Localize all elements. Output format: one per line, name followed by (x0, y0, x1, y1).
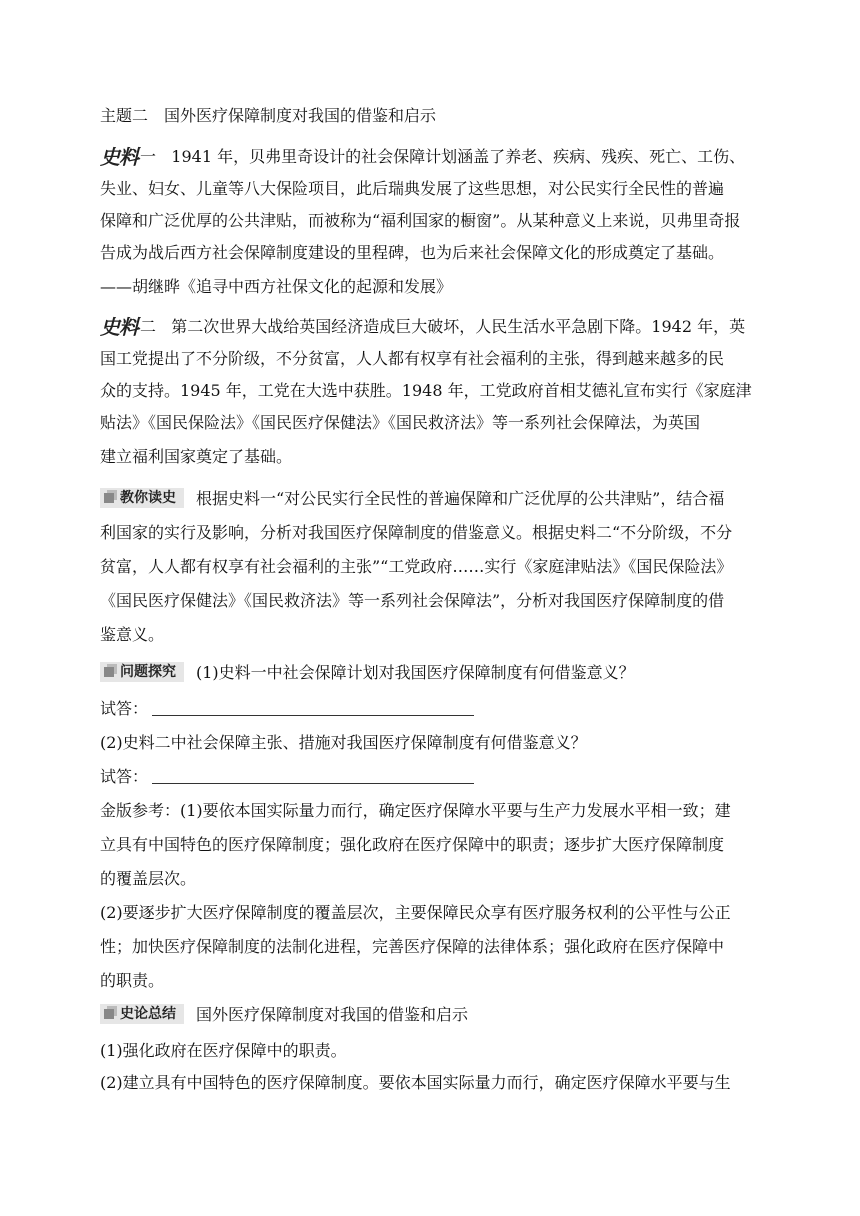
source1-line-4: 告成为战后西方社会保障制度建设的里程碑，也为后来社会保障文化的形成奠定了基础。 (100, 243, 725, 262)
section-title: 主题二 国外医疗保障制度对我国的借鉴和启示 (100, 106, 437, 125)
answer-blank-1[interactable] (152, 699, 474, 716)
source2-line-5: 建立福利国家奠定了基础。 (100, 447, 293, 466)
guide-line-1 (100, 488, 724, 510)
badge-square-icon (104, 493, 114, 503)
summary-badge-label: 史论总结 (120, 1006, 176, 1022)
inquiry-badge-label: 问题探究 (120, 664, 176, 680)
source1-line-2: 失业、妇女、儿童等八大保险项目，此后瑞典发展了这些思想，对公民实行全民性的普遍 (100, 179, 725, 198)
reference-line-2: 立具有中国特色的医疗保障制度；强化政府在医疗保障中的职责；逐步扩大医疗保障制度 (100, 835, 725, 854)
guide-badge (100, 488, 184, 508)
answer-label-1: 试答： (100, 699, 149, 718)
guide-line-3: 贫富，人人都有权享有社会福利的主张”“工党政府……实行《家庭津贴法》《国民保险法》 (100, 557, 733, 576)
guide-line-2: 利国家的实行及影响，分析对我国医疗保障制度的借鉴意义。根据史料二“不分阶级，不分 (100, 523, 733, 542)
guide-line-5: 鉴意义。 (100, 625, 165, 644)
answer-row-2 (100, 766, 474, 788)
inquiry-badge (100, 662, 184, 682)
source2-line-4: 贴法》《国民保险法》《国民医疗保健法》《国民救济法》等一系列社会保障法，为英国 (100, 413, 701, 432)
guide-badge-label: 教你读史 (120, 490, 176, 506)
source2-line-2: 国工党提出了不分阶级，不分贫富，人人都有权享有社会福利的主张，得到越来越多的民 (100, 349, 725, 368)
source1-line-1 (100, 146, 745, 168)
answer-label-2: 试答： (100, 767, 149, 786)
summary-heading-line (100, 1004, 468, 1026)
summary-heading: 国外医疗保障制度对我国的借鉴和启示 (196, 1005, 469, 1024)
source1-text: 1941 年，贝弗里奇设计的社会保障计划涵盖了养老、疾病、残疾、死亡、工伤、 (171, 147, 746, 166)
badge-square-icon (104, 1009, 114, 1019)
summary-line-2: (2)建立具有中国特色的医疗保障制度。要依本国实际量力而行，确定医疗保障水平要与生 (100, 1073, 731, 1092)
answer-blank-2[interactable] (152, 767, 474, 784)
inquiry-question-1: (1)史料一中社会保障计划对我国医疗保障制度有何借鉴意义？ (196, 663, 635, 682)
reference-line-1: 金版参考：(1)要依本国实际量力而行，确定医疗保障水平要与生产力发展水平相一致；建 (100, 801, 731, 820)
source1-line-3: 保障和广泛优厚的公共津贴，而被称为“福利国家的橱窗”。从某种意义上来说，贝弗里奇报 (100, 211, 741, 230)
summary-line-1: (1)强化政府在医疗保障中的职责。 (100, 1041, 347, 1060)
source1-number: 一 (140, 147, 157, 166)
reference-line-6: 的职责。 (100, 971, 165, 990)
summary-badge (100, 1004, 184, 1024)
source2-line-3: 众的支持。1945 年，工党在大选中获胜。1948 年，工党政府首相艾德礼宣布实行《家庭津 (100, 381, 752, 400)
guide-text: 根据史料一“对公民实行全民性的普遍保障和广泛优厚的公共津贴”，结合福 (196, 489, 725, 508)
guide-line-4: 《国民医疗保健法》《国民救济法》等一系列社会保障法”，分析对我国医疗保障制度的借 (100, 591, 725, 610)
reference-line-5: 性；加快医疗保障制度的法制化进程，完善医疗保障的法律体系；强化政府在医疗保障中 (100, 937, 725, 956)
source2-line-1 (100, 316, 745, 338)
source1-citation: ——胡继晔《追寻中西方社保文化的起源和发展》 (100, 277, 453, 296)
inquiry-q1-line (100, 662, 635, 684)
answer-row-1 (100, 698, 474, 720)
source2-badge: 史料 (100, 315, 138, 339)
reference-line-3: 的覆盖层次。 (100, 869, 197, 888)
source2-number: 二 (140, 317, 157, 336)
reference-line-4: (2)要逐步扩大医疗保障制度的覆盖层次，主要保障民众享有医疗服务权利的公平性与公正 (100, 903, 731, 922)
source2-text: 第二次世界大战给英国经济造成巨大破坏，人民生活水平急剧下降。1942 年，英 (171, 317, 746, 336)
source1-badge: 史料 (100, 145, 138, 169)
badge-square-icon (104, 667, 114, 677)
inquiry-question-2: (2)史料二中社会保障主张、措施对我国医疗保障制度有何借鉴意义？ (100, 733, 587, 752)
